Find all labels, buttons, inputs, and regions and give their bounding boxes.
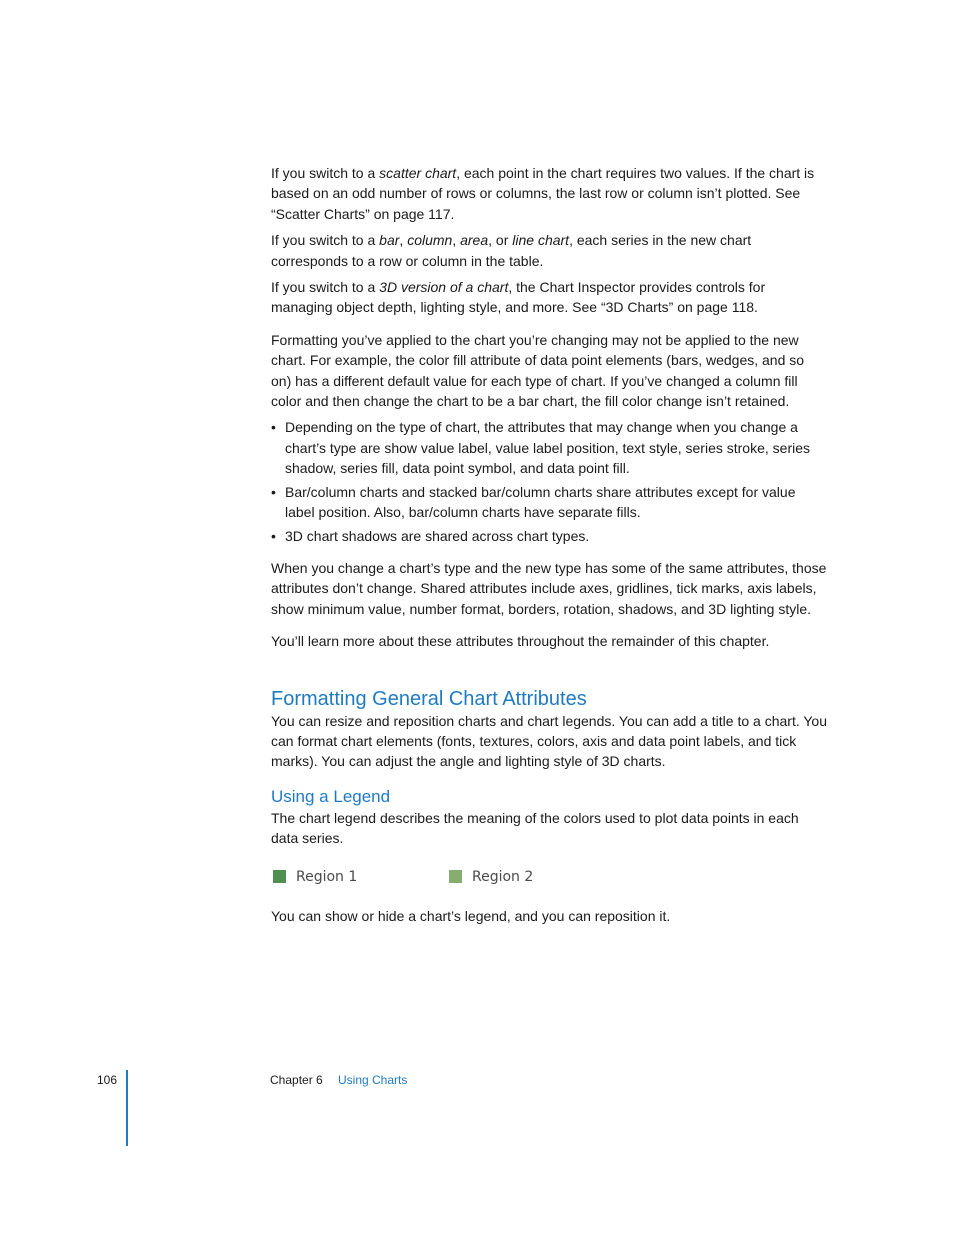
term-line-chart: line chart bbox=[512, 232, 570, 249]
bullet-marker: • bbox=[271, 483, 276, 500]
bullet-marker: • bbox=[271, 419, 276, 436]
legend-swatch-region-2 bbox=[449, 870, 462, 883]
footer-chapter-label: Chapter 6 bbox=[270, 1073, 323, 1087]
legend-item-region-1 bbox=[273, 869, 357, 885]
section-body: You can resize and reposition charts and chart legends. You can add a title to a chart. You can format chart elements (fonts, textures, colors, axis and data point labels, and tick marks). You can adjust the angle and lighting style of 3D charts. bbox=[271, 712, 827, 770]
legend-label-region-1: Region 1 bbox=[296, 868, 358, 885]
page-number: 106 bbox=[97, 1073, 118, 1087]
intro-3d-paragraph: If you switch to a 3D version of a chart, the Chart Inspector provides controls for managing object depth, lighting style, and more. See “3D Charts” on page 118. bbox=[271, 279, 766, 316]
intro-scatter-paragraph: If you switch to a scatter chart, each point in the chart requires two values. If the chart is based on an odd number of rows or columns, the last row or column isn’t plotted. See “Scatter Charts” on page 117. bbox=[271, 165, 815, 222]
attribute-bullet-list bbox=[271, 417, 827, 545]
bullet-marker: • bbox=[271, 527, 276, 544]
term-area: area bbox=[460, 232, 489, 249]
footer-chapter-title: Using Charts bbox=[338, 1073, 408, 1087]
chart-legend-example bbox=[271, 869, 827, 891]
bullet-item: • 3D chart shadows are shared across chart types. bbox=[271, 526, 827, 546]
formatting-paragraph: Formatting you’ve applied to the chart you’re changing may not be applied to the new chart. For example, the color fill attribute of data point elements (bars, wedges, and so on) has a different default value for each type of chart. If you’ve changed a column fill color and then change the chart to be a bar chart, the fill color change isn’t retained. bbox=[271, 331, 805, 410]
intro-bar-paragraph: If you switch to a bar, column, area, or line chart, each series in the new chart corresponds to a row or column in the table. bbox=[271, 232, 752, 269]
bullet-item: • Bar/column charts and stacked bar/column charts share attributes except for value label position. Also, bar/column charts have separate fills. bbox=[271, 483, 796, 521]
footer-divider bbox=[126, 1070, 128, 1146]
shared-attributes-paragraph: When you change a chart’s type and the new type has some of the same attributes, those attributes don’t change. Shared attributes include axes, gridlines, tick marks, axis labels, show minimum value, number format, borders, rotation, shadows, and 3D lighting style. bbox=[271, 559, 827, 617]
legend-label-region-2: Region 2 bbox=[472, 868, 534, 885]
learn-more-paragraph: You’ll learn more about these attributes throughout the remainder of this chapter. bbox=[271, 633, 770, 650]
legend-visibility-paragraph: You can show or hide a chart’s legend, and you can reposition it. bbox=[271, 907, 671, 924]
term-bar: bar bbox=[379, 232, 400, 249]
section-heading: Formatting General Chart Attributes bbox=[271, 687, 587, 710]
bullet-item: • Depending on the type of chart, the attributes that may change when you change a chart’s type are show value label, value label position, text style, series stroke, series shadow, series fill, data point symbol, and data point fill. bbox=[271, 419, 810, 477]
term-column: column bbox=[407, 232, 453, 249]
legend-item-region-2 bbox=[449, 869, 533, 885]
subsection-body: The chart legend describes the meaning of the colors used to plot data points in each data series. bbox=[271, 809, 799, 847]
page-content bbox=[271, 163, 827, 926]
term-3d-chart: 3D version of a chart bbox=[379, 279, 509, 296]
term-scatter-chart: scatter chart bbox=[379, 165, 457, 181]
subsection-heading: Using a Legend bbox=[271, 786, 391, 806]
legend-swatch-region-1 bbox=[273, 870, 286, 883]
